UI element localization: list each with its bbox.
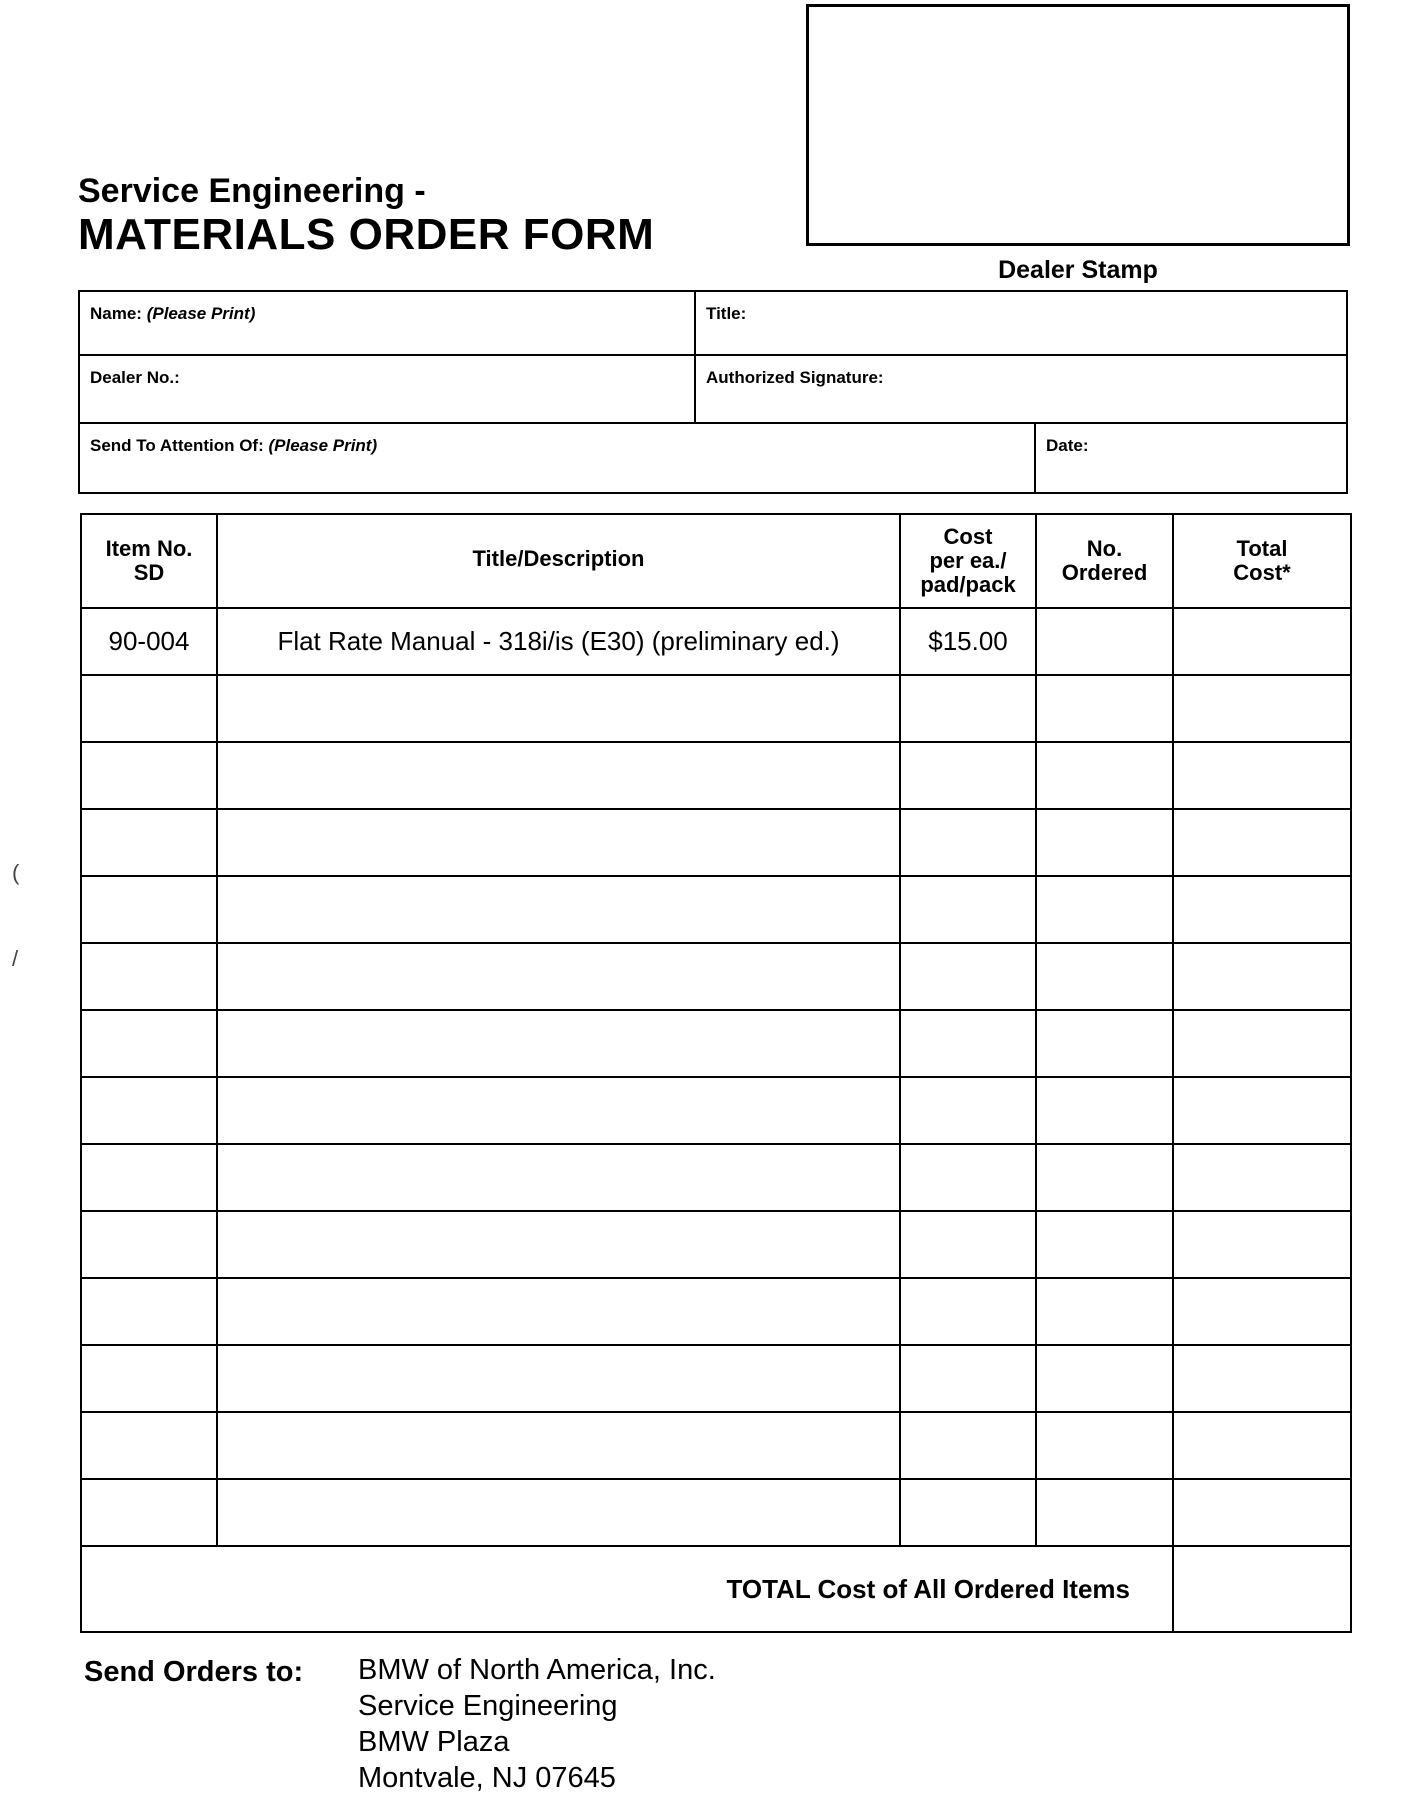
signature-field[interactable]: [696, 356, 1346, 422]
item-no-cell[interactable]: [81, 675, 217, 742]
table-row: [81, 1412, 1351, 1479]
cost-cell[interactable]: [900, 1211, 1036, 1278]
table-row: [81, 1010, 1351, 1077]
total-cost-cell[interactable]: [1173, 742, 1351, 809]
dealer-info-box: [78, 290, 1348, 494]
title-label: Title:: [706, 304, 747, 323]
table-row: [81, 742, 1351, 809]
date-label: Date:: [1046, 436, 1089, 455]
cost-cell[interactable]: [900, 1345, 1036, 1412]
no-ordered-cell[interactable]: [1036, 1144, 1173, 1211]
cost-cell[interactable]: [900, 943, 1036, 1010]
header-cost: Cost per ea./ pad/pack: [900, 514, 1036, 608]
total-cost-cell[interactable]: [1173, 1077, 1351, 1144]
dealer-no-label: Dealer No.:: [90, 368, 180, 387]
title-description-cell[interactable]: [217, 1077, 900, 1144]
no-ordered-cell[interactable]: [1036, 1010, 1173, 1077]
attention-field[interactable]: [80, 424, 1034, 492]
item-no-cell[interactable]: [81, 943, 217, 1010]
address-line: BMW of North America, Inc.: [358, 1654, 716, 1686]
item-no-cell[interactable]: [81, 742, 217, 809]
name-field[interactable]: [80, 292, 694, 354]
total-cost-cell[interactable]: [1173, 1479, 1351, 1546]
title-description-cell[interactable]: [217, 742, 900, 809]
total-cost-cell[interactable]: [1173, 1144, 1351, 1211]
item-no-cell[interactable]: [81, 1144, 217, 1211]
title-description-cell[interactable]: [217, 1144, 900, 1211]
total-cost-cell[interactable]: [1173, 1412, 1351, 1479]
attention-hint: (Please Print): [268, 436, 378, 455]
total-cost-label: TOTAL Cost of All Ordered Items: [81, 1546, 1173, 1632]
cost-cell[interactable]: [900, 1010, 1036, 1077]
no-ordered-cell[interactable]: [1036, 742, 1173, 809]
table-row: [81, 675, 1351, 742]
item-no-cell[interactable]: [81, 1278, 217, 1345]
no-ordered-cell[interactable]: [1036, 943, 1173, 1010]
title-description-cell[interactable]: [217, 675, 900, 742]
header-no-ordered: No. Ordered: [1036, 514, 1173, 608]
dealer-stamp-box: [806, 4, 1350, 246]
no-ordered-cell[interactable]: [1036, 675, 1173, 742]
form-title: MATERIALS ORDER FORM: [78, 210, 655, 259]
dealer-no-field[interactable]: [80, 356, 694, 422]
total-cost-value[interactable]: [1173, 1546, 1351, 1632]
cost-cell[interactable]: [900, 1077, 1036, 1144]
address-line: Service Engineering: [358, 1690, 618, 1722]
send-orders-label: Send Orders to:: [84, 1656, 304, 1688]
total-cost-cell[interactable]: [1173, 1345, 1351, 1412]
no-ordered-cell[interactable]: [1036, 1412, 1173, 1479]
table-row: [81, 1345, 1351, 1412]
total-cost-cell[interactable]: [1173, 809, 1351, 876]
item-no-cell[interactable]: [81, 1211, 217, 1278]
item-no-cell[interactable]: 90-004: [81, 608, 217, 675]
title-description-cell[interactable]: [217, 1010, 900, 1077]
table-header-row: [81, 514, 1351, 608]
cost-cell[interactable]: [900, 1144, 1036, 1211]
no-ordered-cell[interactable]: [1036, 809, 1173, 876]
no-ordered-cell[interactable]: [1036, 1479, 1173, 1546]
cost-cell[interactable]: [900, 1479, 1036, 1546]
title-description-cell[interactable]: [217, 876, 900, 943]
form-subtitle: Service Engineering -: [78, 172, 426, 210]
item-no-cell[interactable]: [81, 1345, 217, 1412]
cost-cell[interactable]: $15.00: [900, 608, 1036, 675]
title-description-cell[interactable]: [217, 943, 900, 1010]
cost-cell[interactable]: [900, 1412, 1036, 1479]
title-description-cell[interactable]: [217, 1211, 900, 1278]
item-no-cell[interactable]: [81, 1010, 217, 1077]
title-description-cell[interactable]: [217, 809, 900, 876]
table-row: [81, 876, 1351, 943]
table-row: [81, 943, 1351, 1010]
no-ordered-cell[interactable]: [1036, 608, 1173, 675]
cost-cell[interactable]: [900, 809, 1036, 876]
order-items-table: [80, 513, 1352, 1633]
signature-label: Authorized Signature:: [706, 368, 884, 387]
title-description-cell[interactable]: Flat Rate Manual - 318i/is (E30) (preliminary ed.): [217, 608, 900, 675]
total-cost-cell[interactable]: [1173, 943, 1351, 1010]
table-row: [81, 1479, 1351, 1546]
table-row: [81, 1144, 1351, 1211]
title-description-cell[interactable]: [217, 1479, 900, 1546]
total-row: [81, 1546, 1351, 1632]
attention-label: Send To Attention Of:: [90, 436, 264, 455]
item-no-cell[interactable]: [81, 876, 217, 943]
total-cost-cell[interactable]: [1173, 1278, 1351, 1345]
table-row: [81, 809, 1351, 876]
total-cost-cell[interactable]: [1173, 1010, 1351, 1077]
item-no-cell[interactable]: [81, 1479, 217, 1546]
table-row: [81, 1211, 1351, 1278]
cost-cell[interactable]: [900, 675, 1036, 742]
table-row: [81, 1278, 1351, 1345]
item-no-cell[interactable]: [81, 1412, 217, 1479]
margin-mark: /: [12, 946, 19, 971]
dealer-stamp-label: Dealer Stamp: [998, 256, 1158, 284]
title-description-cell[interactable]: [217, 1278, 900, 1345]
no-ordered-cell[interactable]: [1036, 876, 1173, 943]
cost-cell[interactable]: [900, 1278, 1036, 1345]
item-no-cell[interactable]: [81, 1077, 217, 1144]
no-ordered-cell[interactable]: [1036, 1345, 1173, 1412]
cost-cell[interactable]: [900, 742, 1036, 809]
header-title-description: Title/Description: [217, 514, 900, 608]
date-field[interactable]: [1036, 424, 1346, 492]
total-cost-cell[interactable]: [1173, 876, 1351, 943]
table-row: [81, 608, 1351, 675]
total-cost-cell[interactable]: [1173, 1211, 1351, 1278]
title-description-cell[interactable]: [217, 1412, 900, 1479]
title-description-cell[interactable]: [217, 1345, 900, 1412]
margin-mark: (: [12, 860, 20, 885]
no-ordered-cell[interactable]: [1036, 1077, 1173, 1144]
address-line: Montvale, NJ 07645: [358, 1762, 616, 1794]
item-no-cell[interactable]: [81, 809, 217, 876]
total-cost-cell[interactable]: [1173, 608, 1351, 675]
cost-cell[interactable]: [900, 876, 1036, 943]
name-hint: (Please Print): [146, 304, 256, 323]
name-label: Name:: [90, 304, 142, 323]
total-cost-cell[interactable]: [1173, 675, 1351, 742]
table-row: [81, 1077, 1351, 1144]
header-item-no: Item No. SD: [81, 514, 217, 608]
no-ordered-cell[interactable]: [1036, 1278, 1173, 1345]
send-orders-address: [358, 1652, 716, 1796]
title-field[interactable]: [696, 292, 1346, 354]
header-total-cost: Total Cost*: [1173, 514, 1351, 608]
no-ordered-cell[interactable]: [1036, 1211, 1173, 1278]
address-line: BMW Plaza: [358, 1726, 510, 1758]
